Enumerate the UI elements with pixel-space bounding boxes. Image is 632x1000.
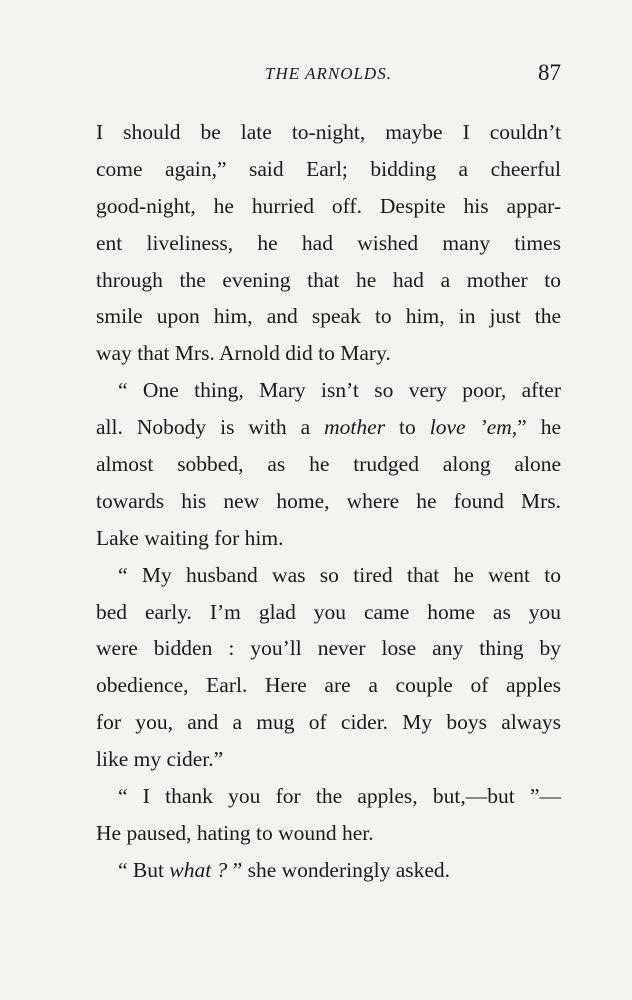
italic-word: mother <box>324 415 386 440</box>
paragraph-end-line: Lake waiting for him. <box>96 525 284 550</box>
text-line: towards his new home, where he found Mrs. <box>96 488 561 513</box>
paragraph-end-line: He paused, hating to wound her. <box>96 820 374 845</box>
paragraph-start-line: “ My husband was so tired that he went to <box>118 562 561 587</box>
text-line: for you, and a mug of cider. My boys always <box>96 710 561 735</box>
italic-word: what ? <box>169 857 228 882</box>
paragraph-start-line: “ One thing, Mary isn’t so very poor, after <box>118 378 561 403</box>
text-line: through the evening that he had a mother to <box>96 267 561 292</box>
running-head: THE ARNOLDS. <box>265 64 392 83</box>
page-number: 87 <box>538 60 561 85</box>
text-line: all. Nobody is with a mother to love ’em,” he <box>96 415 561 440</box>
text-line: come again,” said Earl; bidding a cheerful <box>96 156 561 181</box>
paragraph-start-line: “ But what ? ” she wonderingly asked. <box>118 857 451 882</box>
text-line: obedience, Earl. Here are a couple of apples <box>96 673 561 698</box>
paragraph-end-line: way that Mrs. Arnold did to Mary. <box>96 341 391 366</box>
text-line: bed early. I’m glad you came home as you <box>96 599 561 624</box>
text-line: almost sobbed, as he trudged along alone <box>96 452 561 477</box>
text-line: I should be late to-night, maybe I couldn’t <box>96 120 561 144</box>
text-line: were bidden : you’ll never lose any thing by <box>96 636 561 661</box>
page-header <box>96 60 561 90</box>
body-text <box>96 114 561 889</box>
text-line: good-night, he hurried off. Despite his appar- <box>96 193 561 218</box>
text-line: smile upon him, and speak to him, in just the <box>96 304 561 329</box>
text-line: ent liveliness, he had wished many times <box>96 230 561 255</box>
italic-word: love ’em, <box>429 415 518 440</box>
paragraph-start-line: “ I thank you for the apples, but,—but ”— <box>118 784 561 809</box>
paragraph-end-line: like my cider.” <box>96 747 224 772</box>
